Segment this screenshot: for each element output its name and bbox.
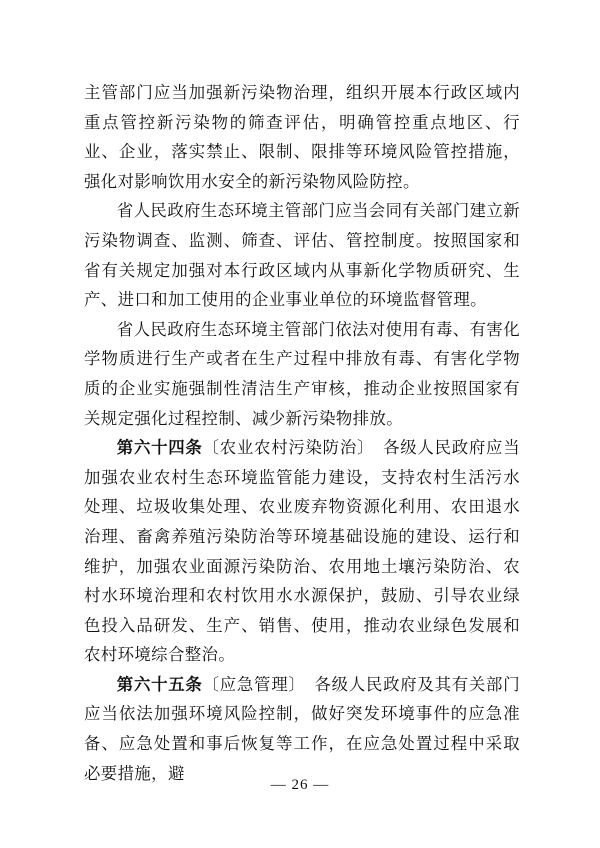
paragraph-new-pollutants-survey: 省人民政府生态环境主管部门应当会同有关部门建立新污染物调查、监测、筛查、评估、管控制度。按照国家和省有关规定加强对本行政区域内从事新化学物质研究、生产、进口和加工使用的企业事业单位的环境监督管理。	[84, 201, 520, 310]
article-65-gap	[297, 675, 314, 694]
article-65-text: 各级人民政府及其有关部门应当依法加强环境风险控制，做好突发环境事件的应急准备、应急处置和事后恢复等工作，在应急处置过程中采取必要措施，避	[84, 674, 520, 783]
article-64	[84, 433, 520, 670]
paragraph-clean-production-audit: 省人民政府生态环境主管部门依法对使用有毒、有害化学物质进行生产或者在生产过程中排放有毒、有害化学物质的企业实施强制性清洁生产审核，推动企业按照国家有关规定强化过程控制、减少新污染物排放。	[84, 319, 520, 428]
paragraph-new-pollutants-continued: 主管部门应当加强新污染物治理，组织开展本行政区域内重点管控新污染物的筛查评估，明确管控重点地区、行业、企业，落实禁止、限制、限排等环境风险管控措施，强化对影响饮用水安全的新污染物风险防控。	[84, 83, 520, 191]
article-64-gap	[366, 438, 383, 457]
document-body	[84, 78, 520, 788]
article-65-subject: 〔应急管理〕	[202, 674, 298, 694]
article-64-number: 第六十四条	[116, 438, 203, 458]
article-64-subject: 〔农业农村污染防治〕	[202, 438, 366, 458]
article-65	[84, 670, 520, 788]
article-65-number: 第六十五条	[116, 674, 203, 694]
page-number: — 26 —	[270, 777, 330, 793]
article-64-text: 各级人民政府应当加强农业农村生态环境监管能力建设，支持农村生活污水处理、垃圾收集处理、农业废弃物资源化利用、农田退水治理、畜禽养殖污染防治等环境基础设施的建设、运行和维护，加强农业面源污染防治、农用地土壤污染防治、农村水环境治理和农村饮用水水源保护，鼓励、引导农业绿色投入品研发、生产、销售、使用，推动农业绿色发展和农村环境综合整治。	[84, 438, 520, 665]
